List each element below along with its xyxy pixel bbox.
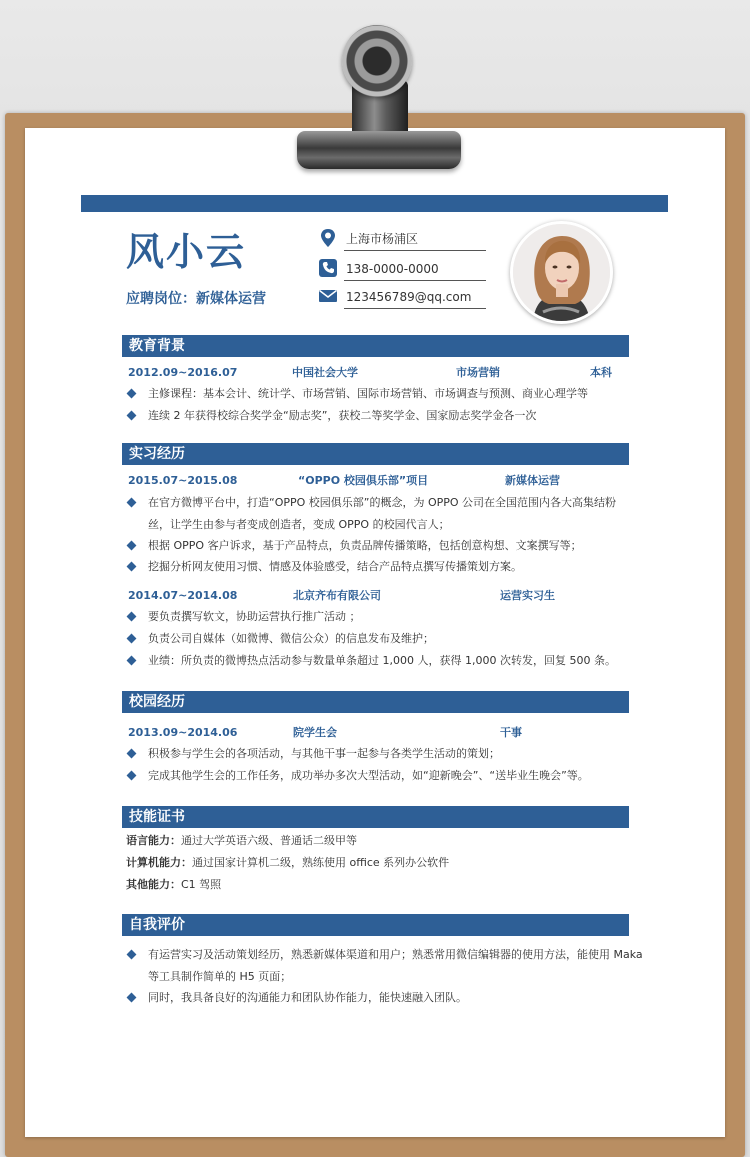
campus-role: 干事 bbox=[500, 726, 522, 739]
edu-degree: 本科 bbox=[590, 366, 612, 379]
address-text: 上海市杨浦区 bbox=[346, 232, 419, 246]
divider bbox=[344, 308, 486, 309]
profile-photo bbox=[510, 221, 613, 324]
edu-period: 2012.09~2016.07 bbox=[128, 366, 238, 379]
section-self-evaluation bbox=[122, 914, 629, 936]
section-title: 教育背景 bbox=[129, 338, 185, 354]
job-target: 应聘岗位：新媒体运营 bbox=[126, 291, 266, 307]
header-bar bbox=[81, 195, 668, 212]
contact-address bbox=[318, 228, 488, 252]
section-campus bbox=[122, 691, 629, 713]
divider bbox=[344, 250, 486, 251]
campus-period: 2013.09~2014.06 bbox=[128, 726, 238, 739]
section-title: 校园经历 bbox=[129, 694, 185, 710]
job-role: 新媒体运营 bbox=[505, 474, 560, 487]
candidate-name: 风小云 bbox=[126, 230, 247, 274]
skill-item: 其他能力：C1 驾照 bbox=[126, 878, 222, 891]
edu-major: 市场营销 bbox=[456, 366, 500, 379]
section-title: 技能证书 bbox=[129, 809, 185, 825]
section-education bbox=[122, 335, 629, 357]
job-period: 2014.07~2014.08 bbox=[128, 589, 238, 602]
binder-clip bbox=[297, 131, 461, 169]
phone-icon bbox=[318, 258, 338, 278]
binder-clip-ring bbox=[342, 25, 412, 97]
contact-phone bbox=[318, 258, 488, 282]
section-internship bbox=[122, 443, 629, 465]
job-role: 运营实习生 bbox=[500, 589, 555, 602]
section-title: 自我评价 bbox=[129, 917, 185, 933]
location-pin-icon bbox=[318, 228, 338, 248]
divider bbox=[344, 280, 486, 281]
job-org: “OPPO 校园俱乐部”项目 bbox=[298, 474, 429, 487]
job-org: 北京齐布有限公司 bbox=[293, 589, 381, 602]
mail-icon bbox=[318, 286, 338, 306]
phone-text: 138-0000-0000 bbox=[346, 262, 439, 276]
contact-email bbox=[318, 286, 488, 310]
campus-org: 院学生会 bbox=[293, 726, 337, 739]
section-title: 实习经历 bbox=[129, 446, 185, 462]
skill-item: 语言能力：通过大学英语六级、普通话二级甲等 bbox=[126, 834, 357, 847]
job-period: 2015.07~2015.08 bbox=[128, 474, 238, 487]
edu-school: 中国社会大学 bbox=[292, 366, 358, 379]
email-text: 123456789@qq.com bbox=[346, 290, 472, 304]
skill-item: 计算机能力：通过国家计算机二级，熟练使用 office 系列办公软件 bbox=[126, 856, 450, 869]
section-skills bbox=[122, 806, 629, 828]
portrait-illustration bbox=[513, 224, 610, 321]
